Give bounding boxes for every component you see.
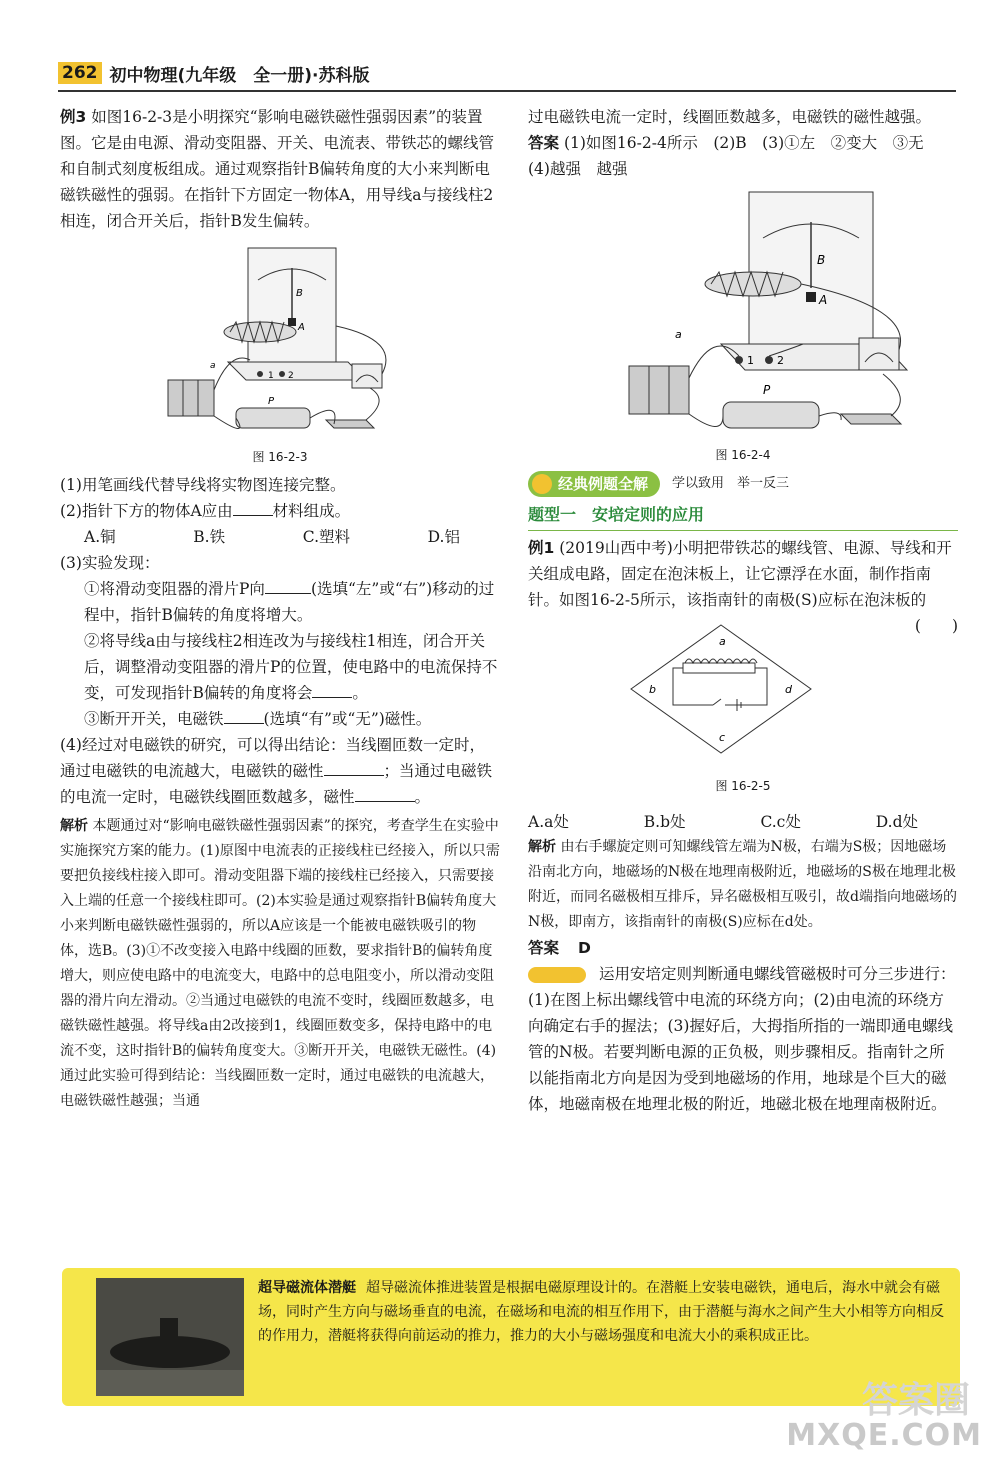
- answer-bracket: ( ): [914, 617, 958, 635]
- footer-text: [258, 1276, 948, 1348]
- example-1-label: 例1: [528, 539, 555, 557]
- terminal-1: 1: [747, 354, 754, 367]
- footer-body: 超导磁流体推进装置是根据电磁原理设计的。在潜艇上安装电磁铁，通电后，海水中就会有磁场，同时产生方向与磁场垂直的电流，在磁场和电流的相互作用下，由于潜艇与海水之间产生大小相等方向相反的作用力，潜艇将获得向前运动的推力，推力的大小与磁场强度和电流大小的乘积成正比。: [258, 1280, 944, 1344]
- analysis-label: 解析: [60, 818, 88, 834]
- question-2-end: 材料组成。: [272, 502, 351, 520]
- footer-box: [62, 1268, 960, 1406]
- left-column: [60, 104, 500, 1114]
- example-1: [528, 535, 958, 635]
- page-header: [58, 58, 370, 88]
- page-number: 262: [58, 62, 102, 84]
- analysis-continued: 过电磁铁电流一定时，线圈匝数越多，电磁铁的磁性越强。: [528, 108, 932, 126]
- q3-2-text: ②将导线a由与接线柱2相连改为与接线柱1相连，闭合开关后，调整滑动变阻器的滑片P的位置，使电路中的电流保持不变，可发现指针B偏转的角度将会: [84, 632, 498, 702]
- label-a: a: [210, 361, 216, 371]
- tip-note: [528, 961, 958, 1117]
- q3-1-text: ①将滑动变阻器的滑片P向: [84, 580, 265, 598]
- label-B: B: [817, 253, 826, 267]
- answer-text: (1)如图16-2-4所示 (2)B (3)①左 ②变大 ③无 (4)越强 越强: [528, 134, 940, 178]
- apparatus-diagram-large: [573, 188, 913, 438]
- q3-3-text: ③断开开关，电磁铁: [84, 710, 224, 728]
- answer-label: 答案: [528, 939, 560, 957]
- question-3-2: [60, 628, 500, 706]
- answer-label: 答案: [528, 134, 560, 152]
- answer-blank[interactable]: [324, 759, 384, 776]
- option-B: B.铁: [193, 528, 226, 546]
- figure-16-2-5-caption: 图 16-2-5: [715, 779, 771, 793]
- answer-blank[interactable]: [233, 499, 273, 516]
- figure-16-2-3-caption: 图 16-2-3: [252, 450, 308, 464]
- terminal-2: 2: [777, 354, 784, 367]
- right-column: [528, 104, 958, 1117]
- watermark: MXQE.COM: [786, 1418, 982, 1453]
- answer-3: [528, 130, 958, 182]
- answer-blank[interactable]: [312, 681, 352, 698]
- point-b: b: [649, 683, 657, 696]
- watermark-logo: 答案圈: [861, 1380, 970, 1421]
- label-A: A: [298, 322, 305, 333]
- q3-2-end: 。: [352, 684, 368, 702]
- question-3-3: [60, 706, 500, 732]
- analysis-text: 本题通过对“影响电磁铁磁性强弱因素”的探究，考查学生在实验中实施探究方案的能力。(1)原图中电流表的正接线柱已经接入，所以只需要把负接线柱接入即可。滑动变阻器下端的接线柱已经接入，只需要接入上端的任意一个接线柱即可。(2)本实验是通过观察指针B偏转角度大小来判断电磁铁磁性强弱的，所以A应该是一个能被电磁铁吸引的物体，选B。(3)①不改变接入电路中线圈的匝数，要求指针B的偏转角度增大，则应使电路中的电流变大，电路中的总电阻变小，所以滑动变阻器的滑片向左滑动。②当通过电磁铁的电流不变时，线圈匝数越多，电磁铁磁性越强。将导线a由2改接到1，线圈匝数变多，保持电路中的电流不变，这时指针B的偏转角度变大。③断开开关，电磁铁无磁性。(4)通过此实验可得到结论：当线圈匝数一定时，通过电磁铁的电流越大，电磁铁磁性越强；当通: [60, 818, 500, 1109]
- section-banner: [528, 470, 958, 498]
- label-B: B: [296, 288, 303, 299]
- point-d: d: [785, 683, 793, 696]
- question-2: [60, 498, 500, 524]
- option-D: D.d处: [875, 813, 918, 831]
- header-rule: [58, 90, 956, 92]
- analysis-1: [528, 835, 958, 935]
- option-B: B.b处: [643, 813, 686, 831]
- answer-blank[interactable]: [265, 577, 311, 594]
- option-A: A.a处: [528, 813, 569, 831]
- option-A: A.铜: [84, 528, 116, 546]
- analysis-3: [60, 814, 500, 1114]
- label-a: a: [675, 328, 682, 341]
- submarine-image: [96, 1278, 244, 1396]
- option-C: C.塑料: [302, 528, 350, 546]
- example-1-options: [528, 809, 958, 835]
- apparatus-diagram-small: [130, 240, 430, 440]
- book-title: 初中物理(九年级 全一册)·苏科版: [109, 65, 370, 86]
- tip-text: 运用安培定则判断通电螺线管磁极时可分三步进行：(1)在图上标出螺线管中电流的环绕方向；(2)由电流的环绕方向确定右手的握法；(3)握好后，大拇指所指的一端即通电螺线管的N极。若要判断电源的正负极，则步骤相反。指南针之所以能指南北方向是因为受到地磁场的作用，地球是个巨大的磁体，地磁南极在地理北极的附近，地磁北极在地理南极附近。: [528, 965, 956, 1113]
- q4-text-2: ；当通过电磁铁的电流一定时，电磁铁线圈匝数越多，磁性: [60, 762, 493, 806]
- option-D: D.铝: [427, 528, 460, 546]
- q4-text: (4)经过对电磁铁的研究，可以得出结论：当线圈匝数一定时，通过电磁铁的电流越大，电磁铁的磁性: [60, 736, 485, 780]
- banner-subtitle: 学以致用 举一反三: [672, 476, 790, 491]
- analysis-label: 解析: [528, 839, 556, 855]
- question-3-1: [60, 576, 500, 628]
- footer-title: 超导磁流体潜艇: [258, 1280, 356, 1296]
- option-C: C.c处: [760, 813, 801, 831]
- q3-3-end: (选填“有”或“无”)磁性。: [263, 710, 432, 728]
- terminal-2: 2: [288, 371, 294, 381]
- analysis-text: 由右手螺旋定则可知螺线管左端为N极，右端为S极；因地磁场沿南北方向，地磁场的N极在地理南极附近，地磁场的S极在地理北极附近，而同名磁极相互排斥，异名磁极相互吸引，故d端指向地磁场的N极，即南方，该指南针的南极(S)应标在d处。: [528, 839, 957, 930]
- question-3: (3)实验发现：: [60, 554, 160, 572]
- figure-16-2-5: [528, 619, 958, 795]
- question-2-text: (2)指针下方的物体A应由: [60, 502, 233, 520]
- question-4: [60, 732, 500, 810]
- banner-icon: [532, 474, 552, 494]
- terminal-1: 1: [268, 371, 274, 381]
- tip-badge: [528, 967, 586, 983]
- submarine-photo: [96, 1278, 244, 1396]
- q3-1-end: (选填“左”或“右”)移动的过程中，指针B偏转的角度将增大。: [84, 580, 495, 624]
- question-2-options: [60, 524, 500, 550]
- banner-title: [528, 471, 660, 497]
- figure-16-2-3: [60, 240, 500, 466]
- label-P: P: [763, 383, 771, 397]
- answer-value: D: [577, 939, 591, 957]
- figure-16-2-4-caption: 图 16-2-4: [715, 448, 771, 462]
- figure-16-2-4: [528, 188, 958, 464]
- question-1: (1)用笔画线代替导线将实物图连接完整。: [60, 476, 346, 494]
- q4-end: 。: [414, 788, 431, 806]
- example-3-text: 如图16-2-3是小明探究“影响电磁铁磁性强弱因素”的装置图。它是由电源、滑动变阻器、开关、电流表、带铁芯的螺线管和自制式刻度板组成。通过观察指针B偏转角度的大小来判断电磁铁磁性的强弱。在指针下方固定一物体A，用导线a与接线柱2相连，闭合开关后，指针B发生偏转。: [60, 108, 495, 230]
- label-A: A: [819, 293, 828, 307]
- example-3: [60, 104, 500, 234]
- point-c: c: [719, 731, 726, 744]
- label-P: P: [268, 396, 275, 407]
- example-3-label: 例3: [60, 108, 87, 126]
- topic-heading: 题型一 安培定则的应用: [528, 502, 958, 531]
- answer-blank[interactable]: [224, 707, 264, 724]
- point-a: a: [719, 635, 727, 648]
- example-1-text: (2019山西中考)小明把带铁芯的螺线管、电源、导线和开关组成电路，固定在泡沫板上，让它漂浮在水面，制作指南针。如图16-2-5所示，该指南针的南极(S)应标在泡沫板的: [528, 539, 952, 609]
- compass-diagram: [621, 619, 821, 769]
- answer-1: [528, 935, 958, 961]
- banner-text: 经典例题全解: [558, 475, 649, 493]
- answer-blank[interactable]: [355, 785, 415, 802]
